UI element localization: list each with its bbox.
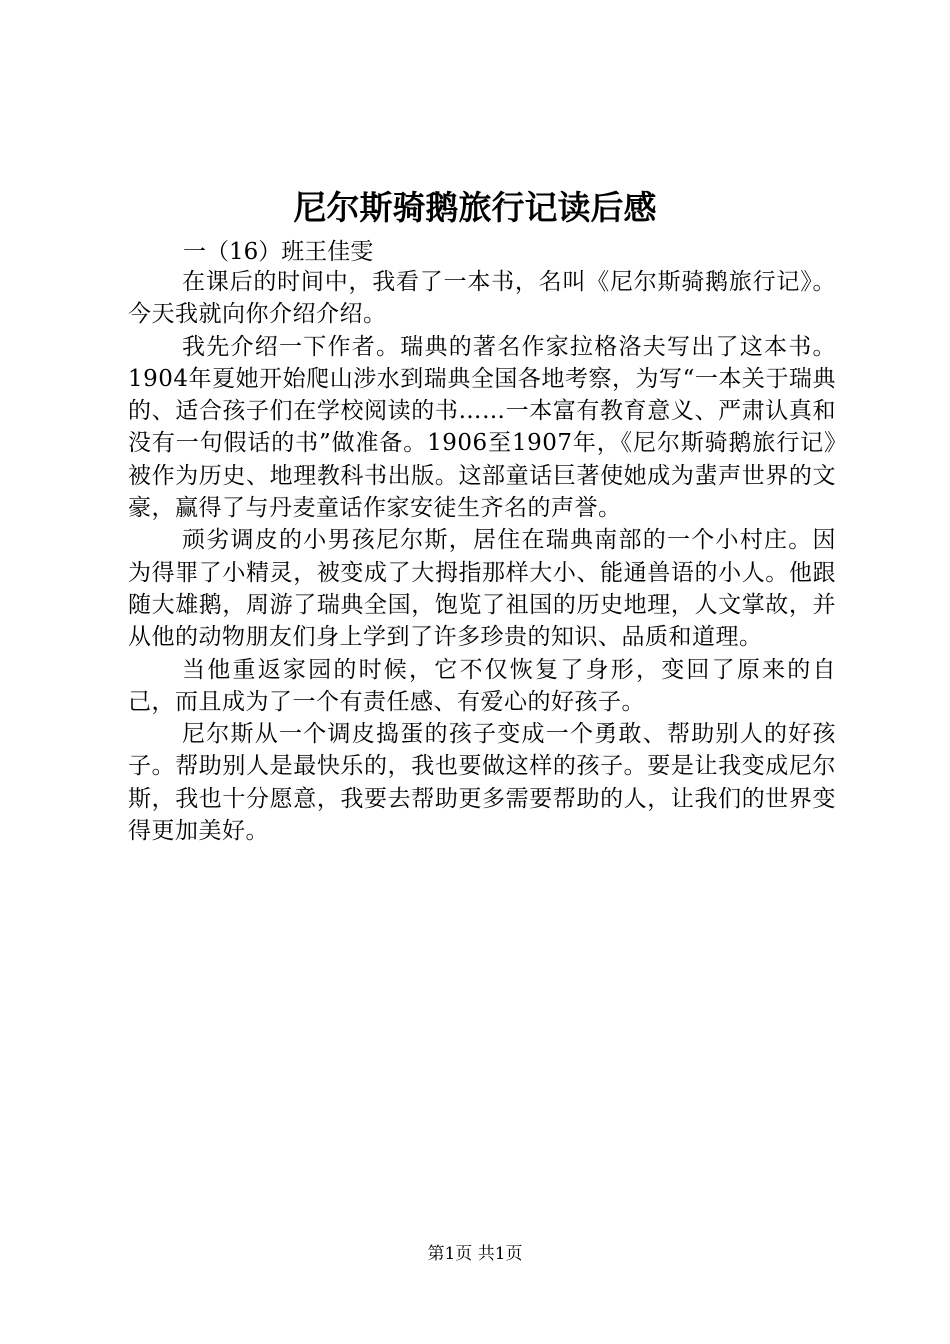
paragraph-story-summary: 顽劣调皮的小男孩尼尔斯，居住在瑞典南部的一个小村庄。因为得罪了小精灵，被变成了大拇指那样大小、能通兽语的小人。他跟随大雄鹅，周游了瑞典全国，饱览了祖国的历史地理，人文掌故，并从他的动物朋友们身上学到了许多珍贵的知识、品质和道理。 [128, 527, 836, 651]
document-title: 尼尔斯骑鹅旅行记读后感 [293, 188, 657, 227]
document-body [128, 266, 836, 847]
paragraph-intro: 在课后的时间中，我看了一本书，名叫《尼尔斯骑鹅旅行记》。今天我就向你介绍介绍。 [128, 269, 836, 328]
paragraph-reflection: 尼尔斯从一个调皮捣蛋的孩子变成一个勇敢、帮助别人的好孩子。帮助别人是最快乐的，我也要做这样的孩子。要是让我变成尼尔斯，我也十分愿意，我要去帮助更多需要帮助的人，让我们的世界变得更加美好。 [128, 721, 836, 845]
paragraph-author-info: 我先介绍一下作者。瑞典的著名作家拉格洛夫写出了这本书。1904年夏她开始爬山涉水到瑞典全国各地考察，为写“一本关于瑞典的、适合孩子们在学校阅读的书……一本富有教育意义、严肃认真和没有一句假话的书”做准备。1906至1907年，《尼尔斯骑鹅旅行记》被作为历史、地理教科书出版。这部童话巨著使她成为蜚声世界的文豪，赢得了与丹麦童话作家安徒生齐名的声誉。 [128, 333, 836, 522]
paragraph-homecoming: 当他重返家园的时候，它不仅恢复了身形，变回了原来的自己，而且成为了一个有责任感、有爱心的好孩子。 [128, 656, 836, 715]
author-line: 一（16）班王佳雯 [183, 239, 374, 265]
page-footer: 第1页 共1页 [427, 1244, 523, 1264]
